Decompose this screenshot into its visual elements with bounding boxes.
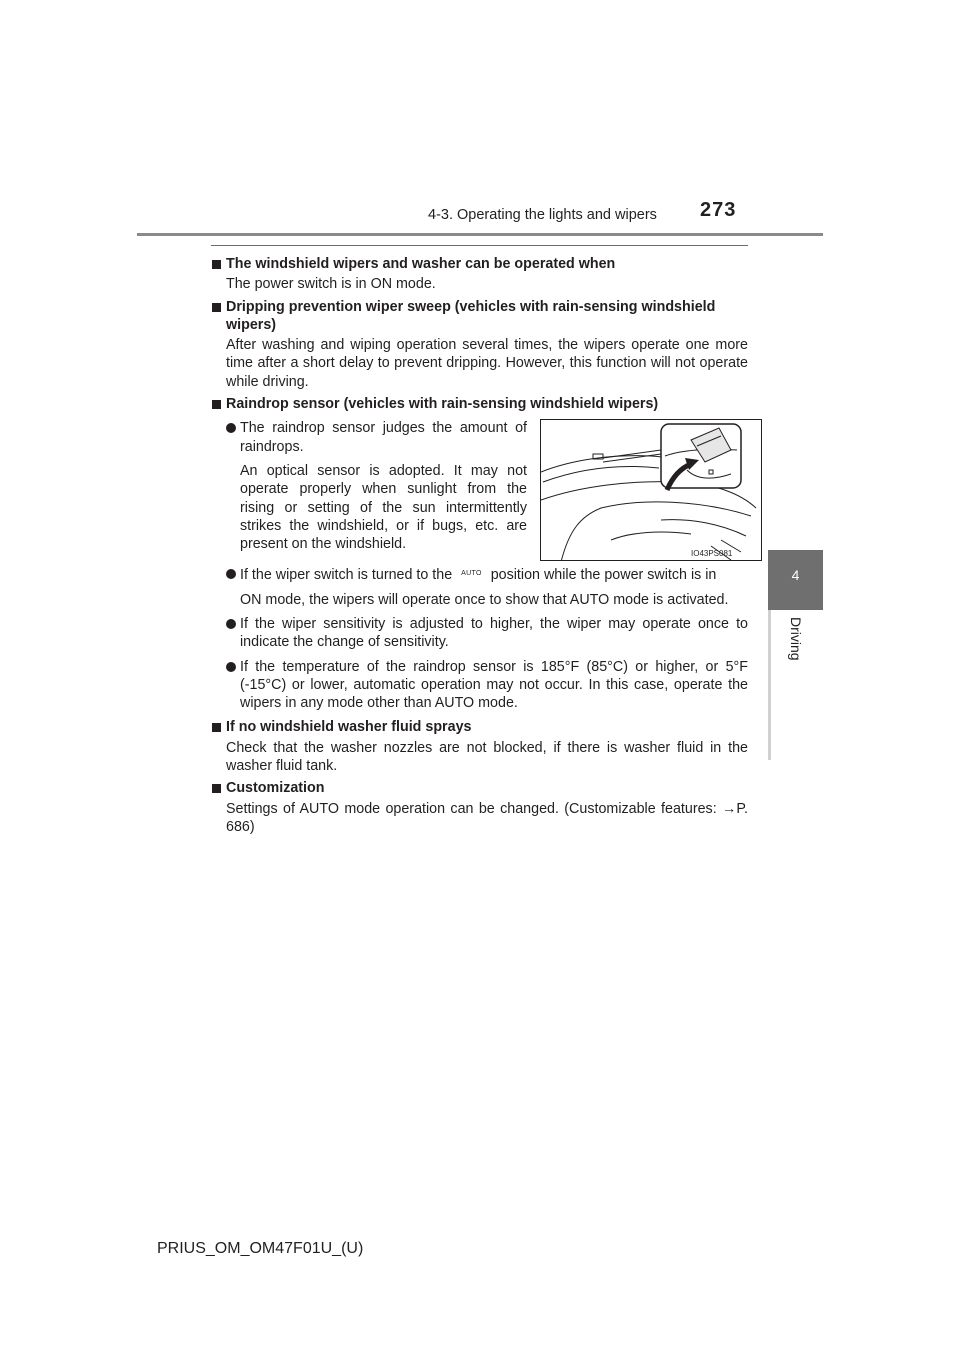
- chapter-tab-line: [768, 610, 771, 760]
- section-heading: Customization: [226, 780, 325, 797]
- car-windshield-sensor-image: [541, 420, 762, 561]
- section-customization: [212, 779, 748, 836]
- section-dripping-prevention: [212, 298, 748, 391]
- section-body: Check that the washer nozzles are not blocked, if there is washer fluid in the washer fluid tank.: [226, 739, 748, 775]
- figure-code: IO43PS081: [691, 549, 733, 559]
- square-bullet-icon: [212, 260, 221, 269]
- round-bullet-icon: [226, 423, 236, 433]
- page-number: 273: [700, 199, 737, 221]
- round-bullet-icon: [226, 619, 236, 629]
- chapter-number: 4: [791, 567, 800, 583]
- header-rule: [137, 233, 823, 236]
- document-id: PRIUS_OM_OM47F01U_(U): [157, 1240, 364, 1257]
- round-bullet-icon: [226, 569, 236, 579]
- square-bullet-icon: [212, 784, 221, 793]
- square-bullet-icon: [212, 303, 221, 312]
- section-operation-conditions: [212, 255, 748, 294]
- list-item-text: An optical sensor is adopted. It may not operate properly when sunlight from the rising or setting of the sun intermittently strikes the windshield, or if bugs, etc. are present on the windshield.: [240, 462, 527, 553]
- page-content: [212, 255, 748, 840]
- raindrop-figure-row: [226, 419, 748, 561]
- list-item-text: If the wiper sensitivity is adjusted to higher, the wiper may operate once to indicate the change of sensitivity.: [240, 615, 748, 651]
- list-item-text: If the wiper switch is turned to the AUTO position while the power switch is in: [240, 567, 717, 584]
- square-bullet-icon: [212, 723, 221, 732]
- section-heading: If no windshield washer fluid sprays: [226, 719, 472, 736]
- content-rule: [211, 245, 748, 246]
- list-item-text: If the temperature of the raindrop sensor is 185°F (85°C) or higher, or 5°F (-15°C) or lower, automatic operation may not occur. In this case, operate the wipers in any mode other than AUTO mode.: [240, 658, 748, 712]
- section-no-washer-fluid: [212, 718, 748, 775]
- auto-switch-icon: AUTO: [461, 570, 482, 578]
- section-title: 4-3. Operating the lights and wipers: [428, 207, 657, 223]
- list-item-text: ON mode, the wipers will operate once to show that AUTO mode is activated.: [240, 591, 729, 608]
- chapter-label: Driving: [788, 617, 804, 661]
- list-item-text: The raindrop sensor judges the amount of raindrops.: [240, 420, 527, 455]
- raindrop-sensor-illustration: [540, 419, 762, 561]
- section-body: The power switch is in ON mode.: [226, 276, 436, 293]
- list-item: [226, 615, 748, 652]
- list-item: [226, 565, 748, 609]
- list-item: [226, 419, 527, 553]
- section-raindrop-sensor: [212, 395, 748, 712]
- section-heading: Dripping prevention wiper sweep (vehicles with rain-sensing windshield wipers): [226, 298, 716, 333]
- round-bullet-icon: [226, 662, 236, 672]
- square-bullet-icon: [212, 400, 221, 409]
- section-heading: The windshield wipers and washer can be operated when: [226, 256, 616, 272]
- section-body: After washing and wiping operation several times, the wipers operate one more time after a short delay to prevent dripping. However, this function will not operate while driving.: [226, 337, 748, 390]
- list-item: [226, 658, 748, 713]
- section-heading: Raindrop sensor (vehicles with rain-sensing windshield wipers): [226, 396, 659, 413]
- section-body: Settings of AUTO mode operation can be changed. (Customizable features: →P. 686): [226, 800, 748, 835]
